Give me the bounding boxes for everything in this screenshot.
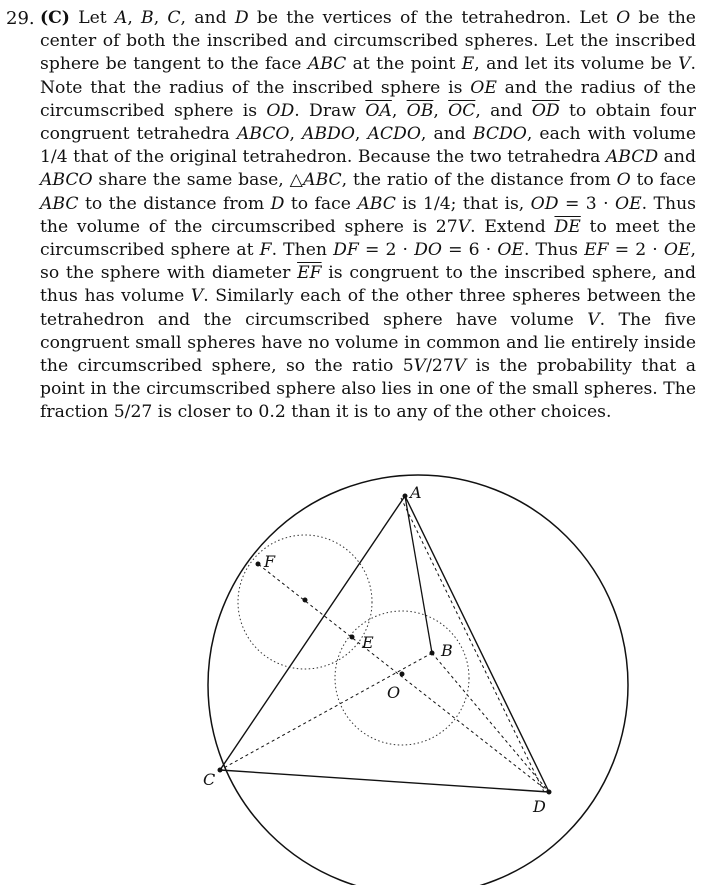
text-run: . Then	[271, 240, 334, 261]
text-run: is 1/4; that is,	[395, 193, 531, 214]
text-run: = 2 ·	[608, 240, 664, 261]
text-run: is the probability that a point in the circumscribed sphere also lies in one of the small spheres. The fraction 5/27 is closer to 0.2 than it is to any of the other choices.	[40, 356, 696, 423]
point-upper-center	[303, 598, 308, 603]
label-A: A	[410, 483, 422, 502]
text-run: to meet the circumscribed sphere at	[40, 216, 697, 261]
text-run: . Extend	[470, 216, 555, 237]
segment-name: $\overline{EF}$	[297, 263, 322, 284]
text-run: , and let its volume be	[474, 54, 679, 75]
text-run: . Draw	[294, 100, 366, 121]
math-symbol: V	[457, 216, 471, 237]
math-symbol: DF	[333, 240, 359, 261]
point-A	[403, 494, 408, 499]
label-B: B	[441, 641, 453, 660]
tetrahedron-figure	[0, 466, 716, 885]
text-run: Let	[69, 8, 115, 28]
edge-AC	[220, 496, 405, 770]
math-symbol: OE	[663, 240, 691, 261]
point-O	[400, 672, 405, 677]
math-symbol: ACDO	[367, 124, 421, 145]
text-run: . Thus the volume of the circumscribed sphere is 27	[40, 193, 696, 237]
point-D	[547, 790, 552, 795]
text-run: . Similarly each of the other three spheres between the tetrahedron and the circumscribed sphere have volume	[40, 286, 696, 330]
math-symbol: F	[259, 240, 272, 261]
math-symbol: ABCO	[236, 124, 290, 145]
math-symbol: V	[587, 309, 600, 330]
math-symbol: OE	[497, 240, 524, 261]
text-run: , the ratio of the distance from	[341, 170, 617, 191]
math-symbol: V	[678, 54, 691, 75]
edge-BC	[220, 653, 432, 770]
text-run: ,	[391, 100, 407, 121]
text-run: . Thus	[523, 240, 585, 261]
math-symbol: V	[413, 356, 427, 377]
math-symbol: C	[167, 8, 181, 28]
math-symbol: ABCD	[605, 147, 659, 168]
segment-OA	[401, 498, 545, 794]
segment-DF	[258, 564, 549, 792]
text-run: , and	[180, 8, 235, 28]
text-run: = 6 ·	[442, 240, 498, 261]
text-run: ,	[433, 100, 449, 121]
math-symbol: ABC	[303, 170, 342, 191]
math-symbol: ABCO	[40, 170, 93, 191]
math-symbol: ABC	[40, 193, 79, 214]
inscribed-sphere	[335, 611, 469, 745]
math-symbol: V	[190, 286, 204, 307]
point-E	[350, 635, 355, 640]
label-E: E	[362, 633, 374, 652]
segment-name: $\overline{OC}$	[448, 100, 476, 121]
math-symbol: V	[453, 356, 467, 377]
math-symbol: D	[234, 8, 249, 28]
label-D: D	[533, 797, 546, 816]
text-run: , each with volume 1/4 that of the original tetrahedron. Because the two tetrahedra	[40, 124, 697, 168]
math-symbol: O	[616, 170, 631, 191]
math-symbol: OE	[470, 77, 497, 98]
segment-name: $\overline{DE}$	[554, 216, 581, 237]
text-run: , and	[420, 124, 473, 145]
math-symbol: DO	[414, 240, 442, 261]
math-symbol: OD	[530, 193, 559, 214]
edge-CD	[220, 770, 549, 792]
text-run: , so the sphere with diameter	[40, 240, 696, 284]
text-run: to the distance from	[78, 193, 271, 214]
text-run: be the center of both the inscribed and circumscribed spheres. Let the inscribed sphere be tangent to the face	[40, 8, 696, 75]
segment-name: $\overline{OB}$	[406, 100, 434, 121]
text-run: /27	[426, 356, 454, 377]
text-run: ,	[127, 8, 142, 28]
math-symbol: ABC	[357, 193, 396, 214]
point-C	[218, 768, 223, 773]
text-run: is congruent to the inscribed sphere, and thus has volume	[40, 263, 696, 307]
math-symbol: OD	[266, 100, 295, 121]
circumscribed-circle	[208, 475, 628, 885]
label-F: F	[264, 552, 276, 571]
edge-BD	[432, 653, 549, 792]
text-run: , and	[475, 100, 532, 121]
text-run: . The five congruent small spheres have no volume in common and lie entirely inside the circumscribed sphere, so the ratio 5	[40, 309, 696, 377]
text-run: and the radius of the circumscribed sphere is	[40, 77, 696, 121]
text-run: at the point	[346, 54, 462, 75]
text-run: to obtain four congruent tetrahedra	[40, 100, 696, 145]
math-symbol: ABDO	[302, 124, 355, 145]
text-run: to face	[284, 193, 358, 214]
label-C: C	[203, 770, 216, 789]
text-run: be the vertices of the tetrahedron. Let	[248, 8, 617, 28]
math-symbol: B	[141, 8, 154, 28]
answer-choice: (C)	[40, 8, 70, 28]
math-symbol: ABC	[307, 54, 347, 75]
math-symbol: E	[461, 54, 475, 75]
point-B	[430, 651, 435, 656]
text-run: to face	[630, 170, 696, 191]
text-run: share the same base, △	[92, 170, 304, 191]
segment-name: $\overline{OD}$	[531, 100, 560, 121]
math-symbol: BCDO	[472, 124, 527, 145]
text-run: . Note that the radius of the inscribed sphere is	[40, 54, 696, 98]
solution-text	[40, 7, 696, 425]
text-run: ,	[153, 8, 168, 28]
figure-svg	[0, 466, 716, 885]
math-symbol: EF	[584, 240, 609, 261]
edge-AB	[405, 496, 432, 653]
text-run: ,	[289, 124, 302, 145]
edge-AD	[405, 496, 549, 792]
math-symbol: OE	[615, 193, 642, 214]
text-run: = 3 ·	[558, 193, 616, 214]
label-O: O	[387, 683, 401, 702]
text-run: ,	[354, 124, 368, 145]
math-symbol: A	[114, 8, 128, 28]
point-F	[256, 562, 261, 567]
text-run: = 2 ·	[358, 240, 415, 261]
math-symbol: O	[616, 8, 631, 28]
segment-name: $\overline{OA}$	[365, 100, 392, 121]
math-symbol: D	[270, 193, 285, 214]
text-run: and	[658, 147, 696, 168]
problem-number: 29.	[6, 8, 35, 29]
